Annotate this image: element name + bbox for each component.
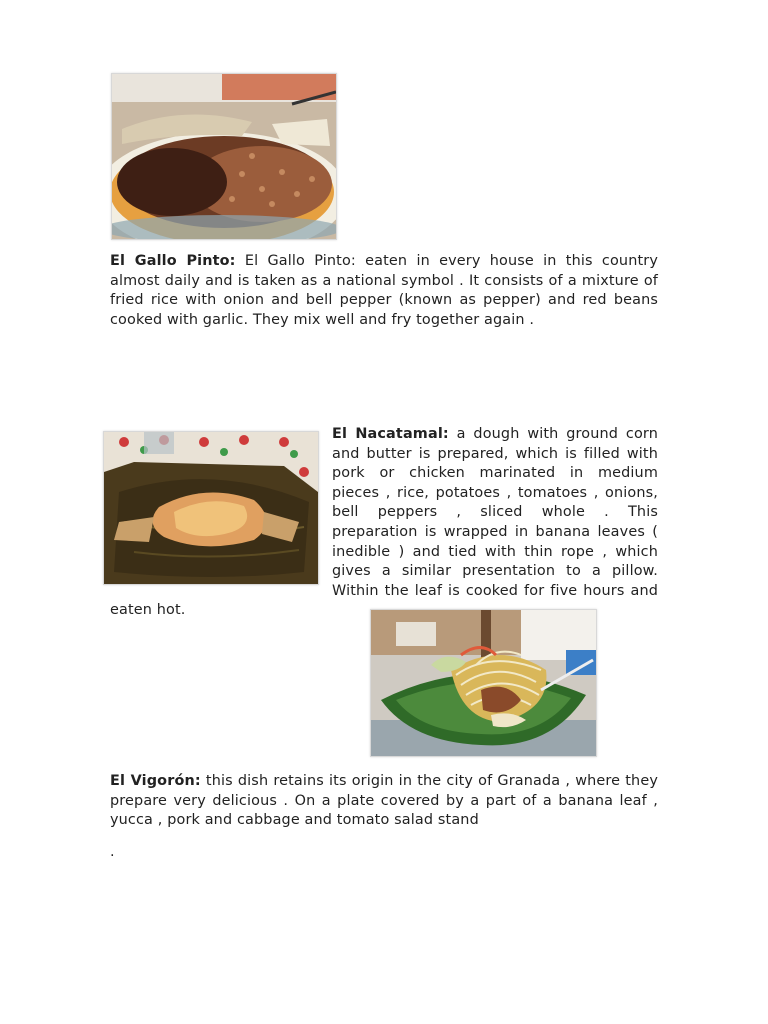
nacatamal-text: a dough with ground corn and butter is prepared, which is filled with pork or chicken marinated in medium pieces , rice, potatoes , tomatoes , onions, bell peppers , sliced whole . This preparation is wrapped in banana leaves ( inedible ) and tied with thin rope , which gives a similar presentation to a pillow. Within the leaf is cooked for five hours and eaten hot. — [110, 426, 659, 619]
vigoron-label: El Vigorón: — [110, 773, 201, 789]
gallo-pinto-paragraph — [110, 252, 658, 330]
gallo-pinto-label: El Gallo Pinto: — [110, 253, 236, 269]
nacatamal-paragraph — [110, 425, 658, 621]
trailing-period: . — [110, 844, 115, 860]
nacatamal-label: El Nacatamal: — [332, 426, 449, 442]
vigoron-photo — [370, 609, 597, 757]
gallo-pinto-photo — [111, 73, 337, 240]
vigoron-paragraph — [110, 772, 658, 831]
gallo-pinto-text: El Gallo Pinto: eaten in every house in this country almost daily and is taken as a national symbol . It consists of a mixture of fried rice with onion and bell pepper (known as pepper) and red beans cooked with garlic. They mix well and fry together again . — [110, 253, 658, 328]
vigoron-text: this dish retains its origin in the city of Granada , where they prepare very delicious . On a plate covered by a part of a banana leaf , yucca , pork and cabbage and tomato salad stand — [110, 773, 658, 829]
